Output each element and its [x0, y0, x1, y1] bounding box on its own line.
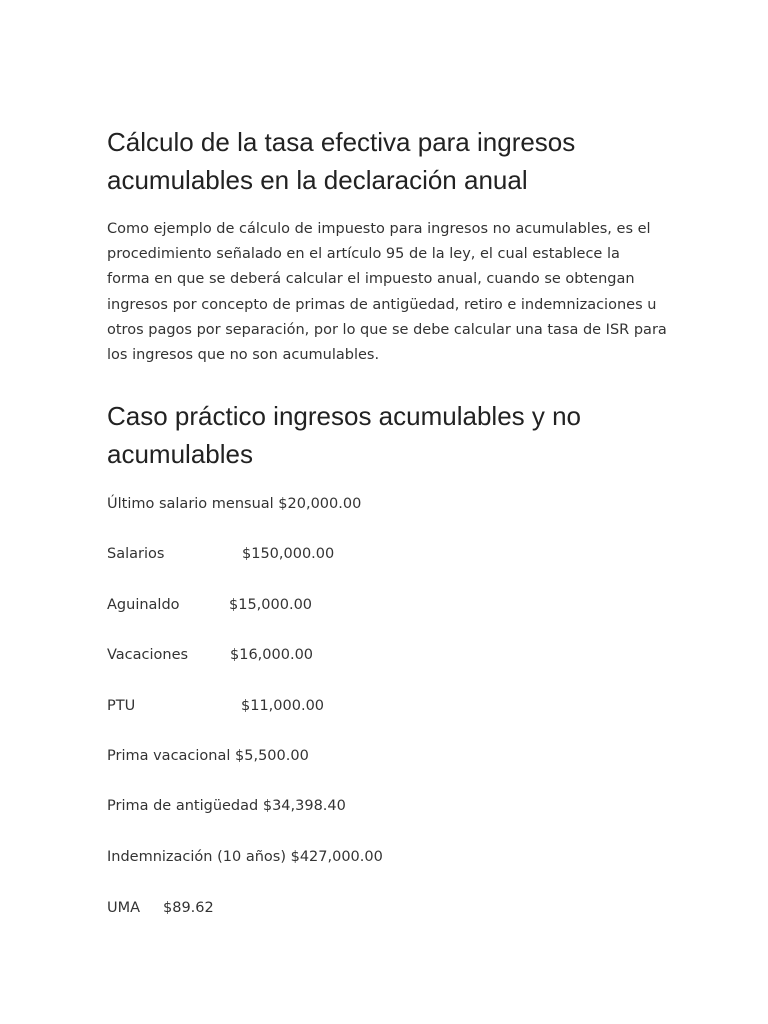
list-item-salarios	[107, 544, 334, 564]
list-item-ptu	[107, 696, 324, 716]
item-value: $427,000.00	[290, 849, 383, 865]
item-label: Salarios	[107, 546, 165, 562]
item-label: Indemnización (10 años)	[107, 849, 286, 865]
item-label: Prima de antigüedad	[107, 798, 259, 814]
item-label: PTU	[107, 698, 136, 714]
section-heading-caso-practico: Caso práctico ingresos acumulables y no acumulables	[107, 401, 582, 469]
item-value: $89.62	[163, 900, 214, 916]
list-item-aguinaldo	[107, 595, 312, 615]
list-item-prima-antiguedad	[107, 796, 346, 816]
item-value: $5,500.00	[235, 748, 309, 764]
item-label: UMA	[107, 900, 141, 916]
item-label: Vacaciones	[107, 647, 189, 663]
item-value: $15,000.00	[229, 597, 313, 613]
item-label: Prima vacacional	[107, 748, 231, 764]
item-value: $150,000.00	[242, 546, 335, 562]
item-value: $34,398.40	[262, 798, 346, 814]
list-item-prima-vacacional	[107, 746, 309, 766]
section-heading-tasa-efectiva: Cálculo de la tasa efectiva para ingresos acumulables en la declaración anual	[107, 127, 576, 195]
item-value: $20,000.00	[278, 496, 362, 512]
item-value: $16,000.00	[230, 647, 314, 663]
list-item-vacaciones	[107, 645, 313, 665]
intro-paragraph: Como ejemplo de cálculo de impuesto para ingresos no acumulables, es el procedimiento señalado en el artículo 95 de la ley, el cual establece la forma en que se deberá calcular el impuesto anual, cuando se obtengan ingresos por concepto de primas de antigüedad, retiro e indemnizaciones u otros pagos por separación, por lo que se debe calcular una tasa de ISR para los ingresos que no son acumulables.	[107, 221, 667, 364]
list-item-indemnizacion	[107, 847, 383, 867]
list-item-ultimo-salario	[107, 494, 361, 514]
list-item-uma	[107, 898, 214, 918]
item-label: Último salario mensual	[107, 496, 274, 512]
item-label: Aguinaldo	[107, 597, 180, 613]
item-value: $11,000.00	[241, 698, 325, 714]
